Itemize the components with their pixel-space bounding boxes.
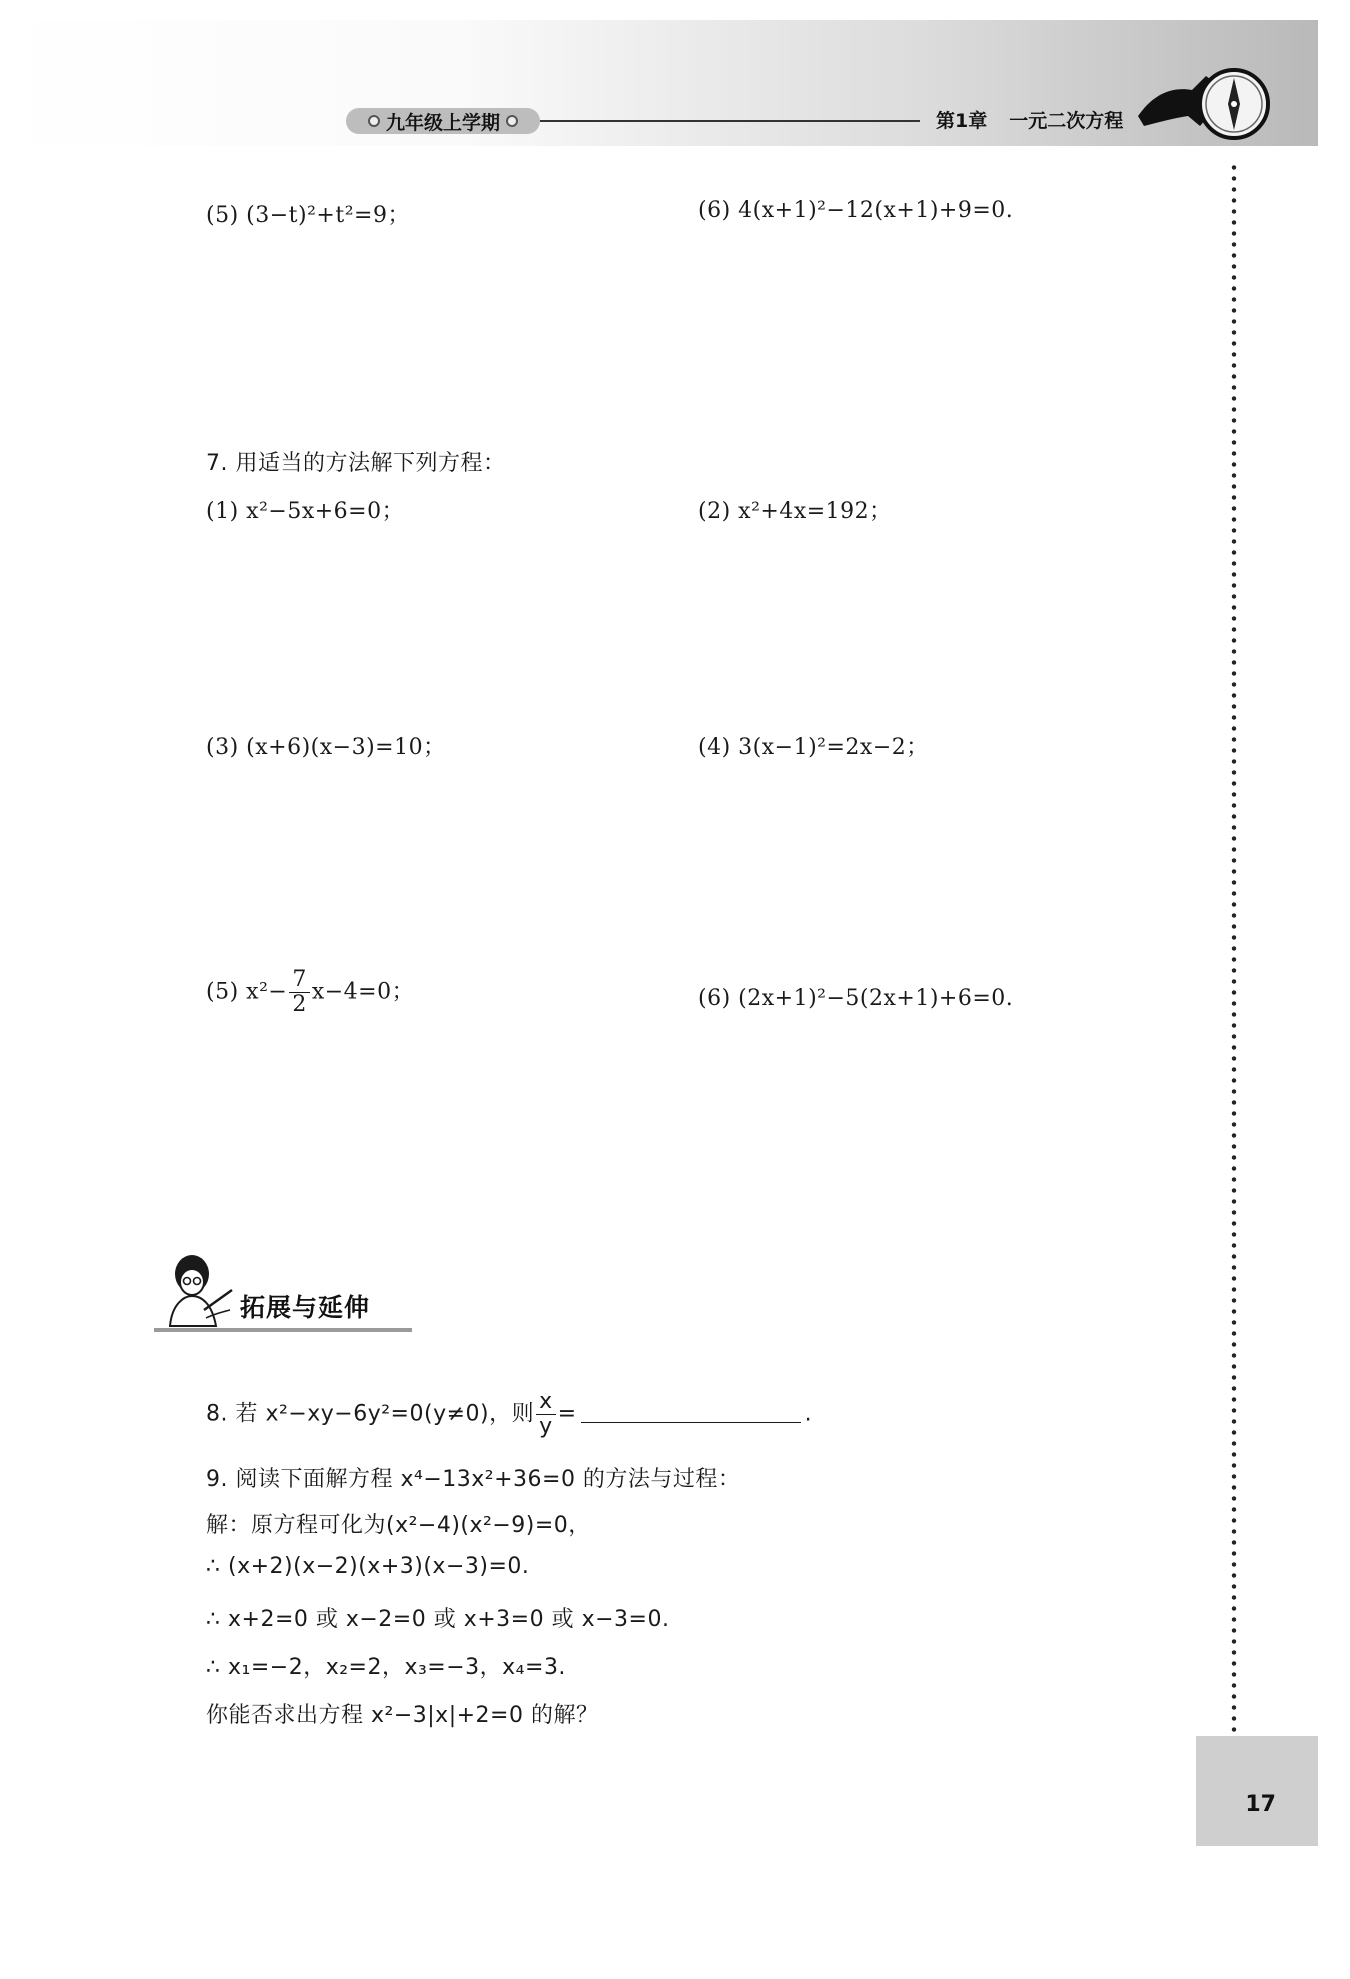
dotted-margin-rail bbox=[1231, 162, 1237, 1732]
q9-solution-line1: 解：原方程可化为(x²−4)(x²−9)=0， bbox=[206, 1513, 591, 1538]
chapter-heading bbox=[936, 106, 1123, 133]
section-underline bbox=[154, 1328, 412, 1332]
q7-item6-label: (6) bbox=[698, 986, 731, 1011]
q7-item4 bbox=[698, 730, 929, 761]
q7-item3-label: (3) bbox=[206, 735, 239, 760]
page-number: 17 bbox=[1245, 1792, 1276, 1817]
q7-item4-equation: 3(x−1)²=2x−2； bbox=[738, 735, 929, 760]
q6-item6-label: (6) bbox=[698, 198, 731, 223]
chapter-number: 第1章 bbox=[936, 110, 988, 132]
answer-blank[interactable] bbox=[581, 1422, 801, 1423]
q7-item2-label: (2) bbox=[698, 499, 731, 524]
q7-item1 bbox=[206, 494, 404, 525]
q7-item2 bbox=[698, 494, 892, 525]
fraction-numerator: x bbox=[536, 1390, 556, 1415]
q6-item6 bbox=[698, 198, 1013, 223]
q8 bbox=[206, 1390, 812, 1439]
q9-solution-line2: ∴ (x+2)(x−2)(x+3)(x−3)=0. bbox=[206, 1554, 530, 1579]
q7-item3-equation: (x+6)(x−3)=10； bbox=[246, 735, 446, 760]
q7-item5-equation-pre: x²− bbox=[246, 979, 288, 1005]
q7-item6-equation: (2x+1)²−5(2x+1)+6=0. bbox=[738, 986, 1014, 1011]
pill-left-dot bbox=[368, 115, 380, 127]
q7-item4-label: (4) bbox=[698, 735, 731, 760]
q7-item3 bbox=[206, 730, 446, 761]
q8-text: 8. 若 x²−xy−6y²=0(y≠0)，则 bbox=[206, 1401, 535, 1427]
q7-item2-equation: x²+4x=192； bbox=[738, 499, 892, 524]
grade-pill bbox=[346, 108, 540, 134]
q8-equals: = bbox=[557, 1401, 577, 1427]
q7-item1-equation: x²−5x+6=0； bbox=[246, 499, 405, 524]
page-number-tab bbox=[1196, 1736, 1318, 1846]
q9-prompt: 9. 阅读下面解方程 x⁴−13x²+36=0 的方法与过程： bbox=[206, 1467, 741, 1492]
grade-label: 九年级上学期 bbox=[385, 111, 500, 134]
q8-end: . bbox=[804, 1401, 813, 1427]
fraction-denominator: y bbox=[539, 1414, 553, 1439]
q7-prompt: 7. 用适当的方法解下列方程： bbox=[206, 451, 506, 476]
q7-item5-equation-post: x−4=0； bbox=[311, 979, 415, 1005]
q8-fraction bbox=[536, 1390, 556, 1439]
q7-item5-fraction bbox=[289, 968, 310, 1017]
q6-item5-label: (5) bbox=[206, 203, 239, 228]
q9-solution-line3: ∴ x+2=0 或 x−2=0 或 x+3=0 或 x−3=0. bbox=[206, 1607, 670, 1632]
q6-item5-equation: (3−t)²+t²=9； bbox=[246, 203, 410, 228]
q6-item5 bbox=[206, 198, 410, 229]
header-rule bbox=[540, 120, 920, 122]
pill-right-dot bbox=[506, 115, 518, 127]
chapter-title: 一元二次方程 bbox=[1009, 110, 1124, 132]
runner-compass-icon bbox=[1130, 56, 1270, 152]
q7-item5-label: (5) bbox=[206, 979, 239, 1005]
q7-item1-label: (1) bbox=[206, 499, 239, 524]
section-title: 拓展与延伸 bbox=[240, 1293, 371, 1322]
q9-solution-line4: ∴ x₁=−2，x₂=2，x₃=−3，x₄=3. bbox=[206, 1655, 566, 1680]
q7-item5 bbox=[206, 968, 414, 1017]
q6-item6-equation: 4(x+1)²−12(x+1)+9=0. bbox=[738, 198, 1014, 223]
q9-question: 你能否求出方程 x²−3|x|+2=0 的解？ bbox=[206, 1703, 599, 1728]
q7-item6 bbox=[698, 986, 1013, 1011]
fraction-denominator: 2 bbox=[292, 992, 307, 1017]
fraction-numerator: 7 bbox=[289, 968, 310, 993]
